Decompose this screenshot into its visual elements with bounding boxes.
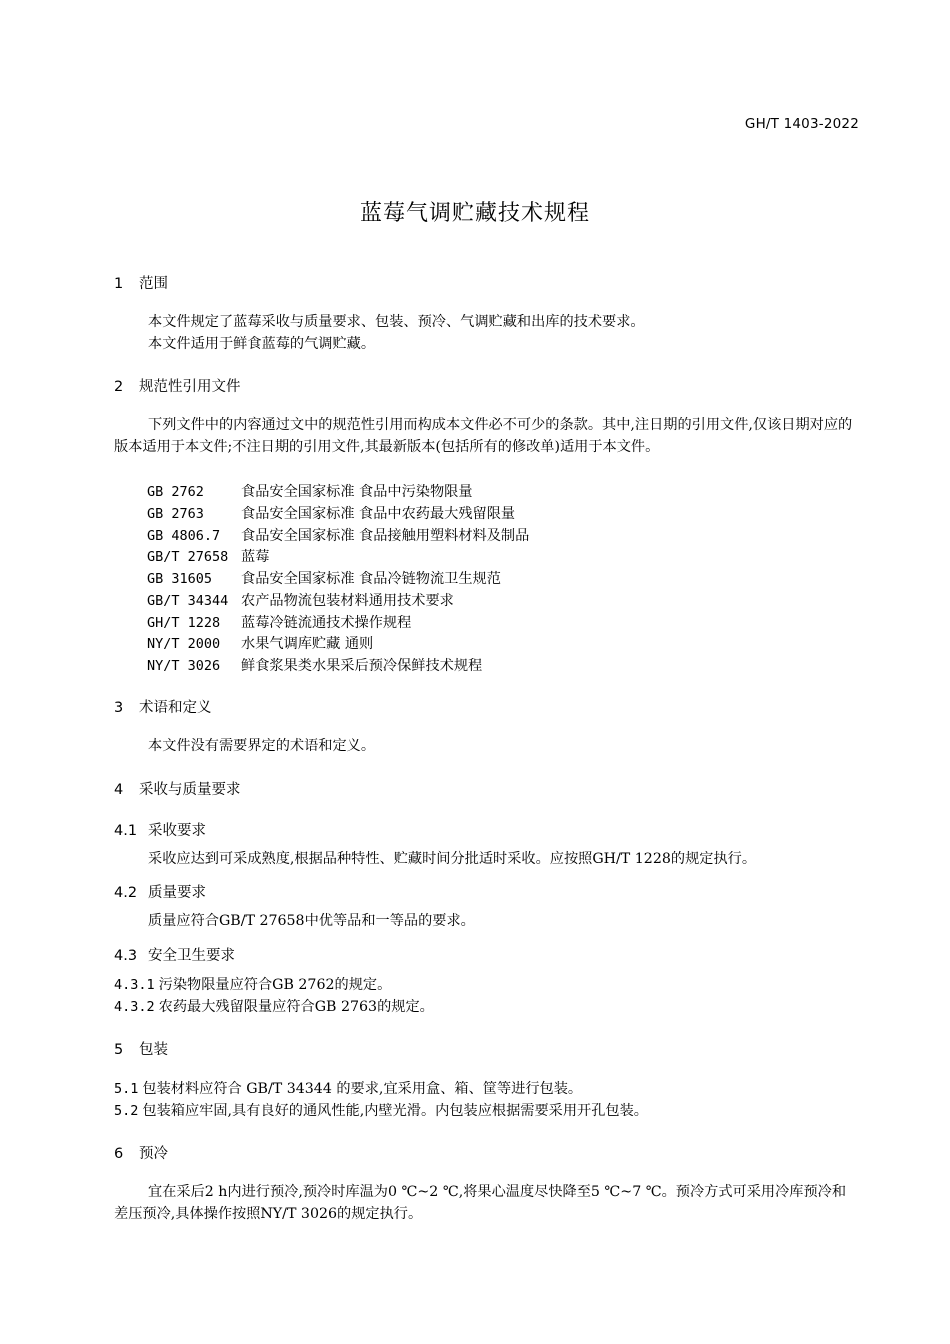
reference-code: GH/T 1228 <box>147 615 221 631</box>
section-1-heading <box>114 272 168 293</box>
reference-name: 水果气调库贮藏 通则 <box>241 636 374 652</box>
reference-item <box>147 590 454 610</box>
section-title: 质量要求 <box>148 885 206 901</box>
section-4-2-heading <box>114 881 206 902</box>
section-number: 1 <box>114 276 124 292</box>
section-number: 3 <box>114 700 124 716</box>
clause-5-1 <box>114 1078 582 1098</box>
section-title: 规范性引用文件 <box>139 379 241 395</box>
section-4-1-heading <box>114 819 206 840</box>
clause-number: 4.3.2 <box>114 999 155 1015</box>
section-5-heading <box>114 1038 168 1059</box>
reference-code: GB/T 34344 <box>147 593 229 609</box>
clause-number: 5.1 <box>114 1081 139 1097</box>
section-3-paragraph: 本文件没有需要界定的术语和定义。 <box>148 738 376 754</box>
section-title: 采收要求 <box>148 823 206 839</box>
reference-code: GB 31605 <box>147 571 213 587</box>
reference-name: 食品安全国家标准 食品中污染物限量 <box>241 484 473 500</box>
reference-item <box>147 546 269 566</box>
document-title: 蓝莓气调贮藏技术规程 <box>359 201 590 226</box>
clause-4-3-2 <box>114 996 434 1016</box>
clause-4-3-1 <box>114 974 391 994</box>
section-title: 采收与质量要求 <box>139 782 241 798</box>
section-4-heading <box>114 778 241 799</box>
reference-item <box>147 481 473 501</box>
reference-name: 鲜食浆果类水果采后预冷保鲜技术规程 <box>241 658 483 674</box>
reference-item <box>147 633 373 653</box>
section-title: 术语和定义 <box>139 700 212 716</box>
reference-item <box>147 503 515 523</box>
reference-name: 蓝莓冷链流通技术操作规程 <box>241 615 412 631</box>
reference-name: 农产品物流包装材料通用技术要求 <box>241 593 454 609</box>
reference-item <box>147 612 411 632</box>
reference-code: GB 2762 <box>147 484 204 500</box>
section-1-paragraph-2: 本文件适用于鲜食蓝莓的气调贮藏。 <box>148 336 376 352</box>
reference-item <box>147 655 482 675</box>
clause-number: 5.2 <box>114 1103 139 1119</box>
reference-code: NY/T 2000 <box>147 636 221 652</box>
reference-name: 食品安全国家标准 食品中农药最大残留限量 <box>241 506 516 522</box>
reference-code: NY/T 3026 <box>147 658 221 674</box>
clause-5-2 <box>114 1100 648 1120</box>
section-2-intro: 下列文件中的内容通过文中的规范性引用而构成本文件必不可少的条款。其中,注日期的引用文件,仅该日期对应的版本适用于本文件;不注日期的引用文件,其最新版本(包括所有的修改单)适用于本文件。 <box>114 417 853 455</box>
section-number: 5 <box>114 1042 124 1058</box>
reference-code: GB/T 27658 <box>147 549 229 565</box>
clause-text: 包装材料应符合 GB/T 34344 的要求,宜采用盒、箱、筐等进行包装。 <box>142 1081 583 1097</box>
section-number: 4.3 <box>114 948 138 964</box>
section-3-heading <box>114 696 212 717</box>
section-title: 预冷 <box>139 1146 168 1162</box>
clause-number: 4.3.1 <box>114 977 155 993</box>
reference-item <box>147 525 529 545</box>
standard-number: GH/T 1403-2022 <box>744 116 859 132</box>
section-6-paragraph: 宜在采后2 h内进行预冷,预冷时库温为0 ℃~2 ℃,将果心温度尽快降至5 ℃~7 ℃。预冷方式可采用冷库预冷和差压预冷,具体操作按照NY/T 3026的规定执行。 <box>114 1184 847 1222</box>
reference-code: GB 2763 <box>147 506 204 522</box>
reference-name: 食品安全国家标准 食品冷链物流卫生规范 <box>241 571 501 587</box>
section-title: 范围 <box>139 276 168 292</box>
section-4-2-paragraph: 质量应符合GB/T 27658中优等品和一等品的要求。 <box>148 913 475 929</box>
section-number: 4.2 <box>114 885 138 901</box>
section-title: 包装 <box>139 1042 168 1058</box>
section-number: 2 <box>114 379 124 395</box>
reference-name: 蓝莓 <box>241 549 270 565</box>
reference-name: 食品安全国家标准 食品接触用塑料材料及制品 <box>241 528 530 544</box>
section-number: 4.1 <box>114 823 138 839</box>
section-number: 6 <box>114 1146 124 1162</box>
section-6-heading <box>114 1142 168 1163</box>
section-title: 安全卫生要求 <box>148 948 235 964</box>
clause-text: 污染物限量应符合GB 2762的规定。 <box>158 977 392 993</box>
reference-code: GB 4806.7 <box>147 528 221 544</box>
clause-text: 农药最大残留限量应符合GB 2763的规定。 <box>158 999 434 1015</box>
section-number: 4 <box>114 782 124 798</box>
clause-text: 包装箱应牢固,具有良好的通风性能,内壁光滑。内包装应根据需要采用开孔包装。 <box>142 1103 648 1119</box>
section-4-3-heading <box>114 944 235 965</box>
section-4-1-paragraph: 采收应达到可采成熟度,根据品种特性、贮藏时间分批适时采收。应按照GH/T 1228的规定执行。 <box>148 851 757 867</box>
section-1-paragraph-1: 本文件规定了蓝莓采收与质量要求、包装、预冷、气调贮藏和出库的技术要求。 <box>148 314 645 330</box>
section-2-heading <box>114 375 241 396</box>
reference-item <box>147 568 501 588</box>
